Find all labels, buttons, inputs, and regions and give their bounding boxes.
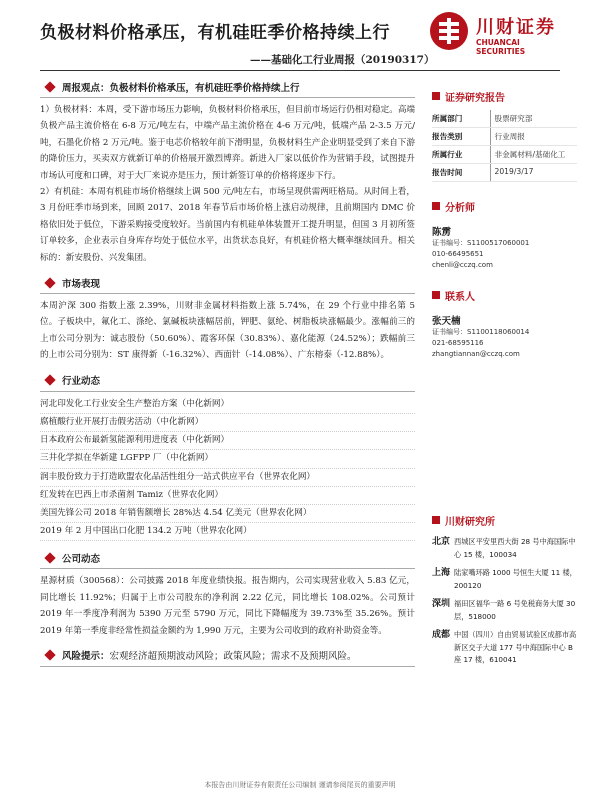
report-info-table [432, 110, 577, 182]
contact-cert: 证书编号：S1100118060014 [432, 328, 530, 336]
diamond-bullet-icon [44, 375, 55, 386]
news-item: 红发转在巴西上市杀菌剂 Tamiz（世界农化网） [40, 487, 415, 505]
office-beijing [432, 536, 577, 561]
company-logo [430, 12, 570, 56]
market-heading-text: 市场表现 [62, 278, 101, 290]
institute-heading [432, 510, 577, 530]
square-bullet-icon [432, 291, 440, 299]
logo-mark-icon [430, 12, 468, 50]
company-section-heading [40, 547, 415, 569]
analyst-heading-text: 分析师 [445, 202, 475, 214]
info-key: 所属部门 [432, 110, 490, 128]
analyst-cert: 证书编号：S1100517060001 [432, 239, 530, 247]
main-content [40, 76, 415, 671]
analyst-email[interactable]: chenli@cczq.com [432, 261, 493, 269]
company-paragraph: 星源材质（300568）：公司披露 2018 年度业绩快报。报告期内，公司实现营业收入 5.83 亿元，同比增长 11.92%；归属于上市公司股东的净利润 2.22 亿元，同比增长 108.02%。公司预计 2019 年一季度净利润为 5390 万元至 5790 万元，同比下降幅度为 39.73%至 35.26%。预计 2019 年第一季度非经常性损益金额约为 1,990 万元，主要为公司收到的政府补助资金等。 [40, 576, 415, 636]
office-city: 上海 [432, 568, 451, 578]
news-item: 美国先锋公司 2018 年销售额增长 28%达 4.54 亿美元（世界农化网） [40, 505, 415, 523]
news-section-heading [40, 370, 415, 392]
square-bullet-icon [432, 92, 440, 100]
contact-name: 张天楠 [432, 316, 461, 327]
risk-heading-text: 风险提示： [62, 651, 110, 663]
office-chengdu [432, 629, 577, 667]
info-row [432, 110, 577, 128]
news-item: 三井化学拟在华新建 LGFPP 厂（中化新网） [40, 450, 415, 468]
news-item: 河北印发化工行业安全生产整治方案（中化新网） [40, 396, 415, 414]
company-heading-text: 公司动态 [62, 553, 101, 565]
report-info-heading [432, 86, 577, 106]
risk-section [40, 645, 415, 667]
office-city: 深圳 [432, 599, 451, 609]
news-item: 腐植酸行业开展打击假劣活动（中化新网） [40, 414, 415, 432]
news-item: 日本政府公布最新氢能源利用进度表（中化新网） [40, 432, 415, 450]
logo-name: 川财证券 [476, 17, 556, 38]
info-row [432, 128, 577, 146]
office-address: 中国（四川）自由贸易试验区成都市高新区交子大道 177 号中海国际中心 B 座 17 楼，610041 [454, 630, 577, 664]
logo-english: CHUANCAI SECURITIES [476, 38, 526, 56]
viewpoint-paragraph-2: 2）有机硅：本周有机硅市场价格继续上调 500 元/吨左右，市场呈现供需两旺格局。从时间上看，3 月份旺季市场到来，回顾 2017、2018 年春节后市场价格上涨启动规律，且前期国内 DMC 价格依旧处于低位，下游采购接受度较好。当前国内有机硅单体装置开工提升明显，但国 3 月初所签订单较多，企业表示自身库存均处于低位水平，出货状态良好，有机硅价格大概率继续回升。相关标的：新安股份、兴发集团。 [40, 187, 415, 263]
contact-heading [432, 285, 577, 305]
news-list [40, 396, 415, 542]
contact-phone: 021-68595116 [432, 339, 484, 347]
header-divider [40, 70, 560, 71]
info-value: 行业周报 [490, 128, 577, 146]
contact-email[interactable]: zhangtiannan@cczq.com [432, 350, 520, 358]
office-city: 成都 [432, 630, 451, 640]
office-city: 北京 [432, 537, 451, 547]
square-bullet-icon [432, 516, 440, 524]
office-address: 福田区福华一路 6 号免税商务大厦 30 层，518000 [454, 599, 576, 621]
market-section-heading [40, 272, 415, 294]
news-item: 2019 年 2 月中国出口化肥 134.2 万吨（世界农化网） [40, 523, 415, 541]
viewpoint-paragraph-1: 1）负极材料：本周，受下游市场压力影响，负极材料价格承压，但目前市场运行仍相对稳定。高端负极产品主流价格在 6-8 万元/吨左右，中端产品主流价格在 4-6 万元/吨，低端产品 2-3.5 万元/吨，石墨化价格 2 万元/吨。鉴于电芯价格较年前下滑明显，负极材料生产企业明显受到了来自下游的降价压力，买卖双方就新订单的价格展开激烈博弈。新进入厂家以低价作为营销手段，试图提升市场认可度和口碑，对于大厂来说亦是压力，预计新签订单的价格将逐步下行。 [40, 105, 416, 181]
diamond-bullet-icon [44, 650, 55, 661]
info-value: 股票研究部 [490, 110, 577, 128]
viewpoint-section-heading [40, 76, 415, 98]
viewpoint-heading-text: 周报观点：负极材料价格承压，有机硅旺季价格持续上行 [62, 82, 300, 94]
report-info-heading-text: 证券研究报告 [445, 92, 505, 104]
info-value: 非金属材料/基础化工 [490, 146, 577, 164]
sidebar [432, 86, 577, 667]
analyst-heading [432, 196, 577, 216]
info-row [432, 164, 577, 182]
info-value: 2019/3/17 [490, 164, 577, 182]
news-heading-text: 行业动态 [62, 376, 101, 388]
info-key: 报告类别 [432, 128, 490, 146]
info-key: 报告时间 [432, 164, 490, 182]
page-footer: 本报告由川财证券有限责任公司编制 谨请参阅尾页的重要声明 [204, 781, 396, 789]
info-row [432, 146, 577, 164]
square-bullet-icon [432, 202, 440, 210]
news-item: 润丰股份致力于打造欧盟农化品活性组分一站式供应平台（世界农化网） [40, 469, 415, 487]
office-shenzhen [432, 598, 577, 623]
report-subtitle: ——基础化工行业周报（20190317） [250, 54, 435, 66]
risk-text: 宏观经济超预期波动风险；政策风险；需求不及预期风险。 [109, 651, 357, 663]
market-paragraph: 本周沪深 300 指数上涨 2.39%，川财非金属材料指数上涨 5.74%，在 29 个行业中排名第 5 位。子板块中，氟化工、涤纶、氯碱板块涨幅居前，钾肥、氨纶、树脂板块涨幅最少。涨幅前三的上市公司分别为：诚志股份（50.60%）、霞客环保（30.83%）、嘉化能源（24.52%）；跌幅前三的上市公司分别为：ST 康得新（-16.32%）、西面针（-14.08%）、广东榕泰（-12.88%）。 [40, 301, 415, 361]
report-title: 负极材料价格承压，有机硅旺季价格持续上行 [40, 23, 390, 43]
office-shanghai [432, 567, 577, 592]
info-key: 所属行业 [432, 146, 490, 164]
diamond-bullet-icon [44, 552, 55, 563]
analyst-phone: 010-66495651 [432, 250, 484, 258]
analyst-name: 陈雳 [432, 227, 452, 238]
office-address: 陆家嘴环路 1000 号恒生大厦 11 楼，200120 [454, 568, 577, 590]
diamond-bullet-icon [44, 81, 55, 92]
institute-heading-text: 川财研究所 [445, 516, 495, 528]
office-address: 西城区平安里西大街 28 号中海国际中心 15 楼，100034 [454, 537, 576, 559]
contact-heading-text: 联系人 [445, 291, 475, 303]
diamond-bullet-icon [44, 277, 55, 288]
